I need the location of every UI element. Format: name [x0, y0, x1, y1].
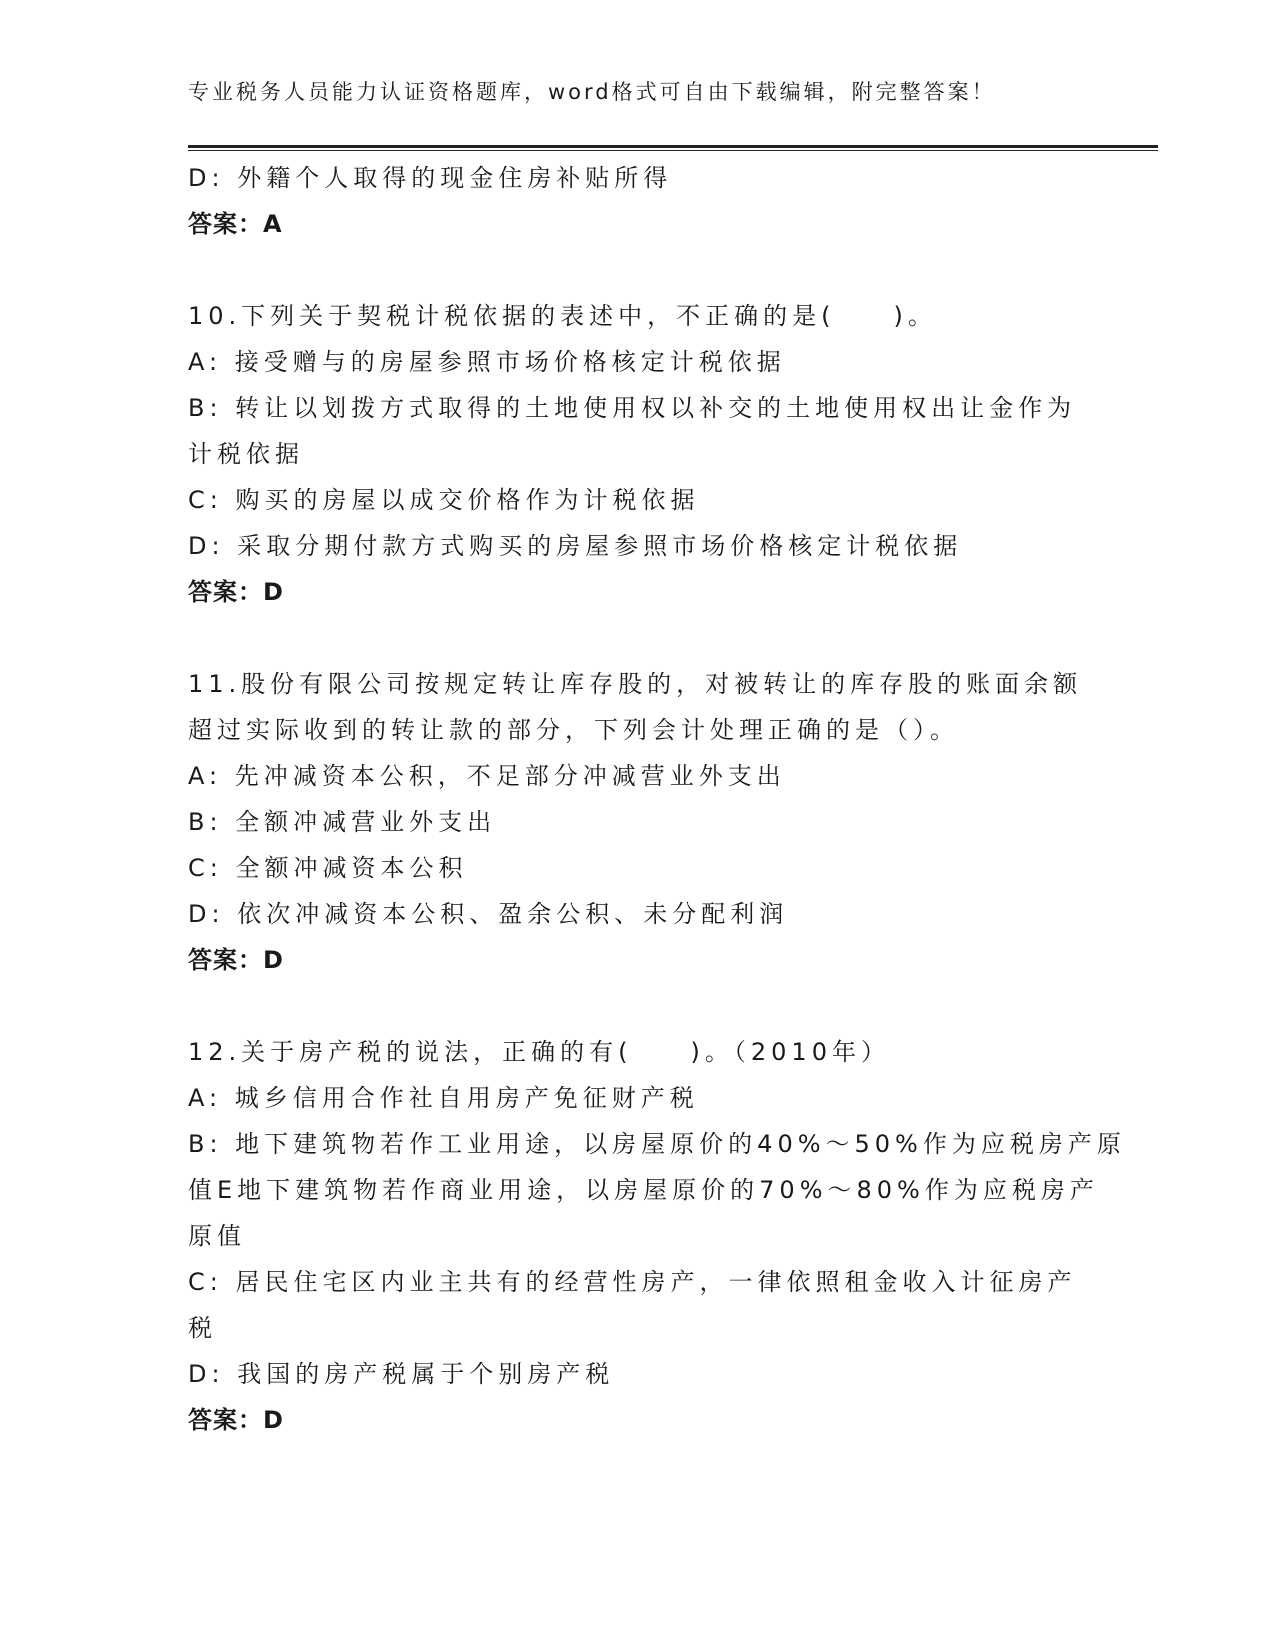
question-text: 11.股份有限公司按规定转让库存股的，对被转让的库存股的账面余额 — [188, 670, 1083, 698]
option-a: A: 城乡信用合作社自用房产免征财产税 — [188, 1084, 699, 1112]
option-a: A: 接受赠与的房屋参照市场价格核定计税依据 — [188, 348, 786, 376]
option-a: A: 先冲减资本公积，不足部分冲减营业外支出 — [188, 762, 786, 790]
question-block-previous — [188, 155, 1088, 247]
option-d: D: 外籍个人取得的现金住房补贴所得 — [188, 164, 673, 192]
spacer — [188, 983, 1088, 1029]
question-block-12 — [188, 1029, 1126, 1443]
option-c: C: 全额冲减资本公积 — [188, 854, 468, 882]
answer: 答案：A — [188, 210, 283, 238]
option-b-continued: 原值 — [188, 1222, 246, 1250]
question-text: 10.下列关于契税计税依据的表述中，不正确的是( )。 — [188, 302, 937, 330]
question-block-11 — [188, 661, 1088, 983]
question-block-10 — [188, 293, 1088, 615]
option-d: D: 依次冲减资本公积、盈余公积、未分配利润 — [188, 900, 789, 928]
document-body — [188, 155, 1126, 1443]
answer: 答案：D — [188, 1406, 284, 1434]
page-header: 专业税务人员能力认证资格题库，word格式可自由下载编辑，附完整答案！ — [188, 80, 996, 104]
header-rule-thick — [188, 145, 1158, 148]
spacer — [188, 615, 1088, 661]
answer: 答案：D — [188, 578, 284, 606]
option-b: B: 转让以划拨方式取得的土地使用权以补交的土地使用权出让金作为 — [188, 394, 1077, 422]
header-rule-thin — [188, 150, 1158, 151]
option-c: C: 居民住宅区内业主共有的经营性房产，一律依照租金收入计征房产 — [188, 1268, 1077, 1296]
option-b-continued: 值E地下建筑物若作商业用途，以房屋原价的70%～80%作为应税房产 — [188, 1176, 1099, 1204]
option-d: D: 采取分期付款方式购买的房屋参照市场价格核定计税依据 — [188, 532, 963, 560]
option-d: D: 我国的房产税属于个别房产税 — [188, 1360, 615, 1388]
option-c: C: 购买的房屋以成交价格作为计税依据 — [188, 486, 700, 514]
answer: 答案：D — [188, 946, 284, 974]
option-c-continued: 税 — [188, 1314, 217, 1342]
spacer — [188, 247, 1088, 293]
question-text: 12.关于房产税的说法，正确的有( )。（2010年） — [188, 1038, 890, 1066]
option-b: B: 全额冲减营业外支出 — [188, 808, 497, 836]
option-b: B: 地下建筑物若作工业用途，以房屋原价的40%～50%作为应税房产原 — [188, 1130, 1126, 1158]
question-text-continued: 超过实际收到的转让款的部分，下列会计处理正确的是（）。 — [188, 716, 959, 744]
option-b-continued: 计税依据 — [188, 440, 304, 468]
